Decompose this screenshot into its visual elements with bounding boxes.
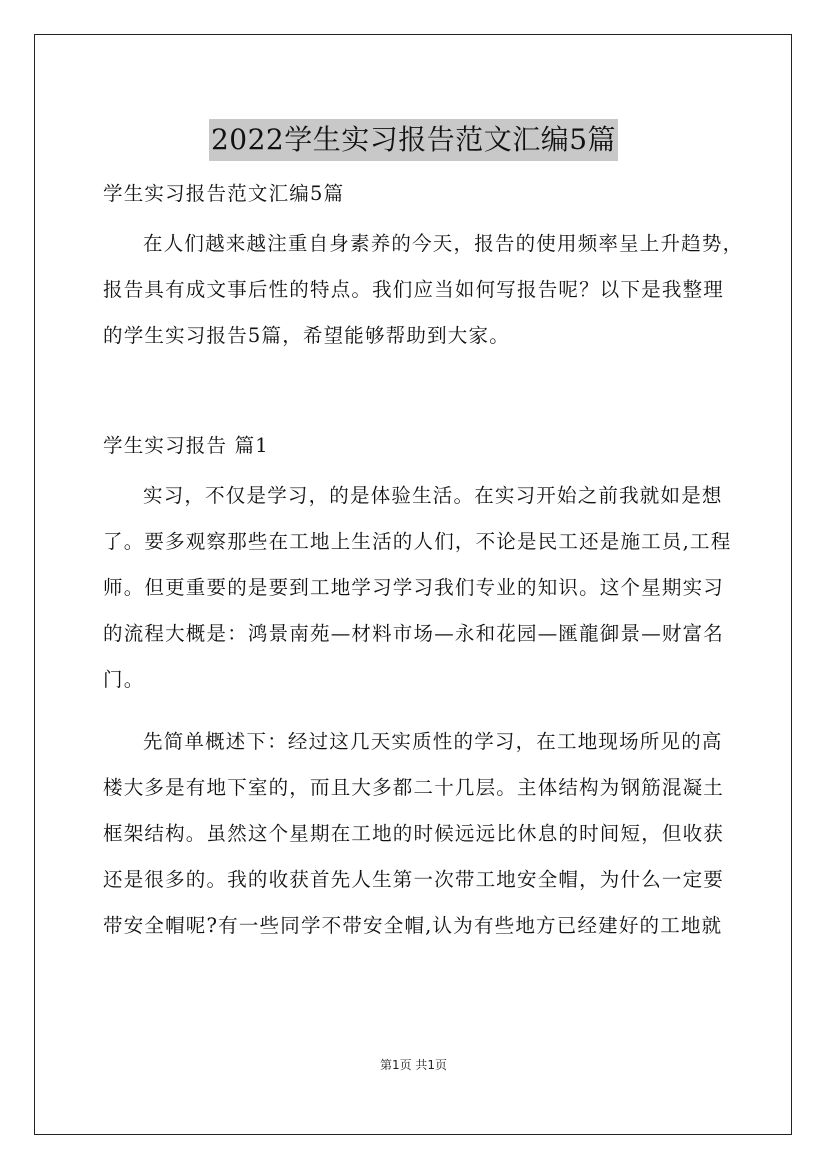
- intro-paragraph: [103, 221, 744, 359]
- text-line: 师。但更重要的是要到工地学习学习我们专业的知识。这个星期实习: [103, 576, 725, 599]
- text-line: 楼大多是有地下室的，而且大多都二十几层。主体结构为钢筋混凝土: [103, 776, 725, 799]
- text-line: 实习，不仅是学习，的是体验生活。在实习开始之前我就如是想: [143, 484, 723, 507]
- text-line: 报告具有成文事后性的特点。我们应当如何写报告呢？以下是我整理: [103, 278, 725, 301]
- document-subtitle: 学生实习报告范文汇编5篇: [103, 182, 345, 205]
- text-line: 门。: [103, 668, 145, 691]
- document-title: 2022学生实习报告范文汇编5篇: [209, 119, 618, 161]
- page-footer: [0, 1056, 827, 1073]
- text-line: 带安全帽呢?有一些同学不带安全帽,认为有些地方已经建好的工地就: [103, 914, 723, 937]
- text-line: 了。要多观察那些在工地上生活的人们，不论是民工还是施工员,工程: [103, 530, 732, 553]
- text-line: 的流程大概是：鸿景南苑—材料市场—永和花园—匯龍御景—财富名: [103, 622, 725, 645]
- document-body: [103, 175, 744, 965]
- text-line: 在人们越来越注重自身素养的今天，报告的使用频率呈上升趋势，: [143, 232, 744, 255]
- page-number: 第1页 共1页: [379, 1058, 448, 1072]
- text-line: 还是很多的。我的收获首先人生第一次带工地安全帽，为什么一定要: [103, 868, 725, 891]
- paragraph-1: [103, 473, 732, 703]
- paragraph-2: [103, 719, 725, 949]
- section-heading: 学生实习报告 篇1: [103, 434, 269, 457]
- text-line: 框架结构。虽然这个星期在工地的时候远远比休息的时间短，但收获: [103, 822, 725, 845]
- spacer: [103, 375, 725, 427]
- text-line: 的学生实习报告5篇，希望能够帮助到大家。: [103, 324, 510, 347]
- text-line: 先简单概述下：经过这几天实质性的学习，在工地现场所见的高: [143, 730, 723, 753]
- title-area: [0, 100, 827, 180]
